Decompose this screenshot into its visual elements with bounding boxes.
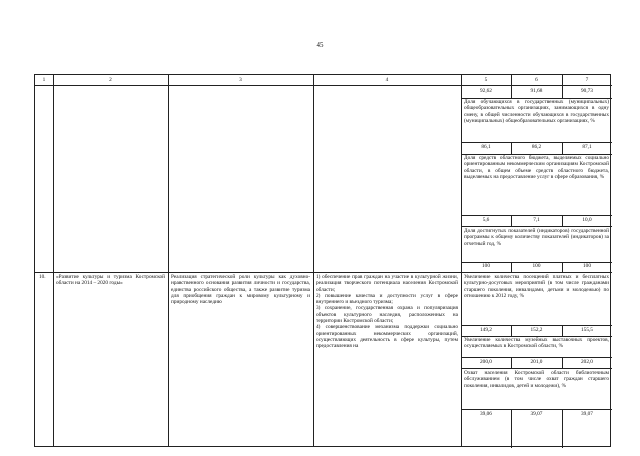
value-cell: 149,2 (480, 327, 492, 333)
program-number: 10. (39, 274, 46, 280)
header-cell: 6 (535, 77, 538, 83)
value-cell: 92,62 (480, 88, 492, 94)
value-cell: 10,0 (582, 217, 592, 223)
program-goal: Реализация стратегической роли культуры как духовно-нравственного основания развития личности и государства, единства российского общества, а также развитие туризма для приобщения граждан к мировому культурному и природному наследию (171, 274, 310, 306)
indicator-text: Увеличение количества музейных выставочных проектов, осуществляемых в Костромской области, % (464, 337, 609, 350)
column-divider (168, 75, 169, 446)
column-divider (313, 75, 314, 446)
value-cell: 90,73 (581, 88, 593, 94)
header-cell: 5 (484, 77, 488, 83)
value-cell: 5,6 (482, 217, 490, 223)
header-cell: 7 (585, 77, 589, 83)
value-cell: 86,1 (481, 144, 491, 150)
row-divider (461, 357, 612, 358)
page-number: 45 (316, 41, 324, 49)
row-divider (461, 215, 612, 216)
column-divider (461, 75, 462, 446)
value-cell: 39,06 (480, 411, 492, 417)
row-divider (35, 272, 612, 273)
column-divider (53, 75, 54, 446)
value-cell: 155,5 (581, 327, 593, 333)
row-divider (461, 142, 612, 143)
value-cell: 200,0 (480, 359, 492, 365)
value-cell: 152,2 (530, 327, 543, 333)
value-cell: 201,0 (530, 359, 543, 365)
indicator-text: Охват населения Костромской области библиотечным обслуживанием (в том числе охват граждан старшего поколения, инвалидов, детей и молодежи), % (464, 370, 609, 389)
row-divider (461, 325, 612, 326)
header-cell: 4 (385, 77, 389, 83)
value-cell: 100 (532, 263, 541, 269)
value-cell: 86,2 (531, 144, 542, 150)
header-cell: 1 (42, 77, 46, 83)
value-cell: 100 (482, 263, 490, 269)
header-cell: 3 (239, 77, 242, 83)
value-cell: 39,07 (530, 411, 543, 417)
header-cell: 2 (109, 77, 112, 83)
indicator-text: Доля обучающихся в государственных (муниципальных) общеобразовательных организациях, занимающихся в одну смену, в общей численности обучающихся в государственных (муниципальных) общеобразовательных организациях, % (464, 99, 609, 124)
value-cell: 87,1 (582, 144, 592, 150)
indicator-text: Увеличение количества посещений платных и бесплатных культурно-досуговых мероприятий (в том числе гражданами старшего поколения, инвалидами, детьми и молодежью) по отношению к 2012 году, % (464, 274, 609, 299)
value-cell: 202,0 (581, 359, 593, 365)
program-table (34, 74, 611, 447)
program-name: «Развитие культуры и туризма Костромской области на 2014 – 2020 годы» (56, 274, 165, 287)
value-cell: 39,07 (581, 411, 593, 417)
indicator-text: Доля средств областного бюджета, выделяемых социально ориентированным некоммерческим организациям Костромской области, в общем объеме средств областного бюджета, выделяемых на предоставление услуг в сфере образования, % (464, 155, 609, 180)
value-cell: 100 (583, 263, 591, 269)
row-divider (35, 85, 612, 86)
row-divider (461, 368, 612, 369)
row-divider (461, 226, 612, 227)
value-cell: 91,68 (530, 88, 543, 94)
row-divider (461, 409, 612, 410)
program-tasks: 1) обеспечение прав граждан на участие в культурной жизни, реализация творческого потенциала населения Костромской области; 2) повышение качества и доступности услуг в сфере внутреннего и въездного туризма; 3) сохранение, государственная охрана и популяризация объектов культурного наследия, расположенных на территории Костромской области; 4) совершенствование механизма поддержки социально ориентированных некоммерческих организаций, осуществляющих деятельность в сфере культуры, путем предоставления на (316, 274, 458, 350)
indicator-text: Доля достигнутых показателей (индикаторов) государственной программы к общему количеству показателей (индикаторов) за отчетный год, % (464, 228, 609, 247)
value-cell: 7,1 (533, 217, 540, 223)
